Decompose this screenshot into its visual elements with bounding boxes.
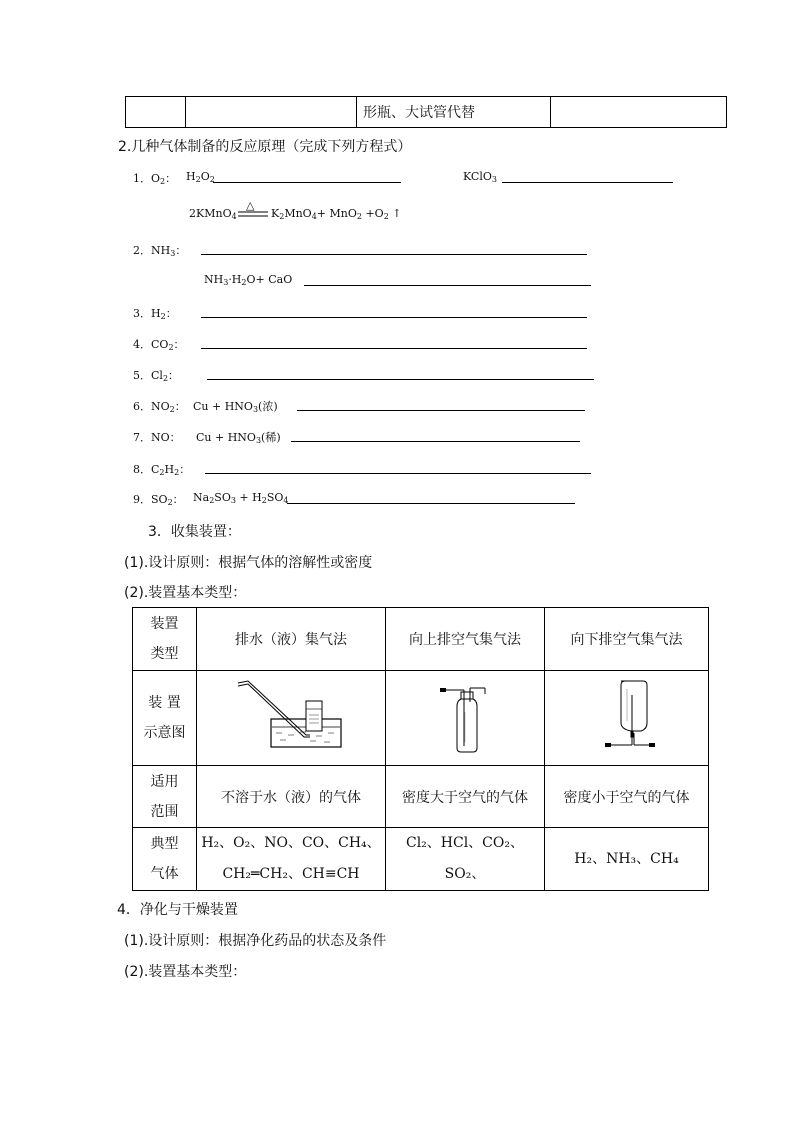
section2-title: 2.几种气体制备的反应原理（完成下列方程式）: [118, 139, 412, 155]
eq8-answer-line[interactable]: [205, 473, 591, 474]
scope-upward-air: 密度大于空气的气体: [386, 766, 545, 828]
header-water-displacement: 排水（液）集气法: [197, 608, 386, 671]
header-device-type: 装置 类型: [133, 608, 197, 671]
gas-bottle-long-tube-icon: [435, 676, 495, 756]
diagram-downward-air: [545, 671, 709, 766]
eq1-kclo3: KClO$_3$: [463, 170, 497, 184]
eq6-answer-line[interactable]: [297, 410, 585, 411]
eq4-answer-line[interactable]: [201, 348, 587, 349]
eq2-label: 2．$NH_3$：: [133, 244, 187, 258]
eq3-answer-line[interactable]: [201, 317, 587, 318]
top-table-cell-1: [126, 97, 186, 128]
eq6-reactants: $Cu + HNO_3$(浓): [193, 400, 278, 414]
section3-principle: (1).设计原则：根据气体的溶解性或密度: [124, 555, 373, 571]
kmno4-products: $K_2MnO_4+ MnO_2 +O_2$ ↑: [271, 207, 402, 221]
header-upward-air: 向上排空气集气法: [386, 608, 545, 671]
eq5-answer-line[interactable]: [207, 379, 594, 380]
gases-upward-air: Cl₂、HCl、CO₂、 SO₂、: [386, 828, 545, 891]
eq2-nh3h2o-cao: $NH_3\cdot H_2O+$ CaO: [204, 273, 293, 287]
section4-title: 4．净化与干燥装置: [117, 902, 238, 918]
eq2-answer-line-2[interactable]: [304, 285, 591, 286]
section4-types-label: (2).装置基本类型：: [124, 964, 247, 980]
eq5-label: 5．$Cl_2$：: [133, 369, 180, 383]
section3-title: 3．收集装置：: [148, 524, 241, 540]
inverted-bottle-icon: [597, 675, 657, 757]
header-downward-air: 向下排空气集气法: [545, 608, 709, 671]
eq7-answer-line[interactable]: [291, 441, 580, 442]
eq9-answer-line[interactable]: [287, 503, 575, 504]
equals-sign-icon: [238, 211, 268, 219]
eq4-label: 4．$CO_2$：: [133, 338, 185, 352]
row-scope-label: 适用 范围: [133, 766, 197, 828]
water-trough-apparatus-icon: [236, 677, 346, 755]
collection-apparatus-table: [132, 607, 709, 891]
diagram-upward-air: [386, 671, 545, 766]
eq9-reactants: $Na_2SO_3 + H_2SO_4$: [193, 491, 289, 505]
gases-water-displacement: H₂、O₂、NO、CO、CH₄、 CH₂═CH₂、CH≡CH: [197, 828, 386, 891]
scope-downward-air: 密度小于空气的气体: [545, 766, 709, 828]
eq6-label: 6．$NO_2$：: [133, 400, 186, 414]
eq9-label: 9．$SO_2$：: [133, 493, 184, 507]
eq1-h2o2: $H_2O_2$: [186, 170, 215, 184]
eq1-label: 1．$O_2$：: [133, 172, 177, 186]
top-table-cell-3: 形瓶、大试管代替: [357, 97, 551, 128]
eq7-label: 7．NO：: [133, 431, 181, 444]
top-table-cell-4: [551, 97, 727, 128]
eq3-label: 3．$H_2$：: [133, 307, 177, 321]
top-table-cell-2: [186, 97, 357, 128]
top-table-fragment: [125, 96, 727, 128]
row-typical-gas-label: 典型 气体: [133, 828, 197, 891]
kmno4-reactant: 2KMnO$_4$: [189, 207, 237, 221]
eq1-answer-line-2[interactable]: [502, 182, 673, 183]
eq1-answer-line-1[interactable]: [213, 182, 401, 183]
section3-types-label: (2).装置基本类型：: [124, 585, 247, 601]
heat-symbol: △: [246, 199, 255, 212]
section4-principle: (1).设计原则：根据净化药品的状态及条件: [124, 933, 387, 949]
diagram-water-displacement: [197, 671, 386, 766]
eq8-label: 8．$C_2H_2$：: [133, 463, 191, 477]
row-diagram-label: 装 置 示意图: [133, 671, 197, 766]
eq7-reactants: $Cu + HNO_3$(稀): [196, 431, 281, 445]
eq2-answer-line-1[interactable]: [201, 254, 587, 255]
scope-water-displacement: 不溶于水（液）的气体: [197, 766, 386, 828]
gases-downward-air: H₂、NH₃、CH₄: [545, 828, 709, 891]
